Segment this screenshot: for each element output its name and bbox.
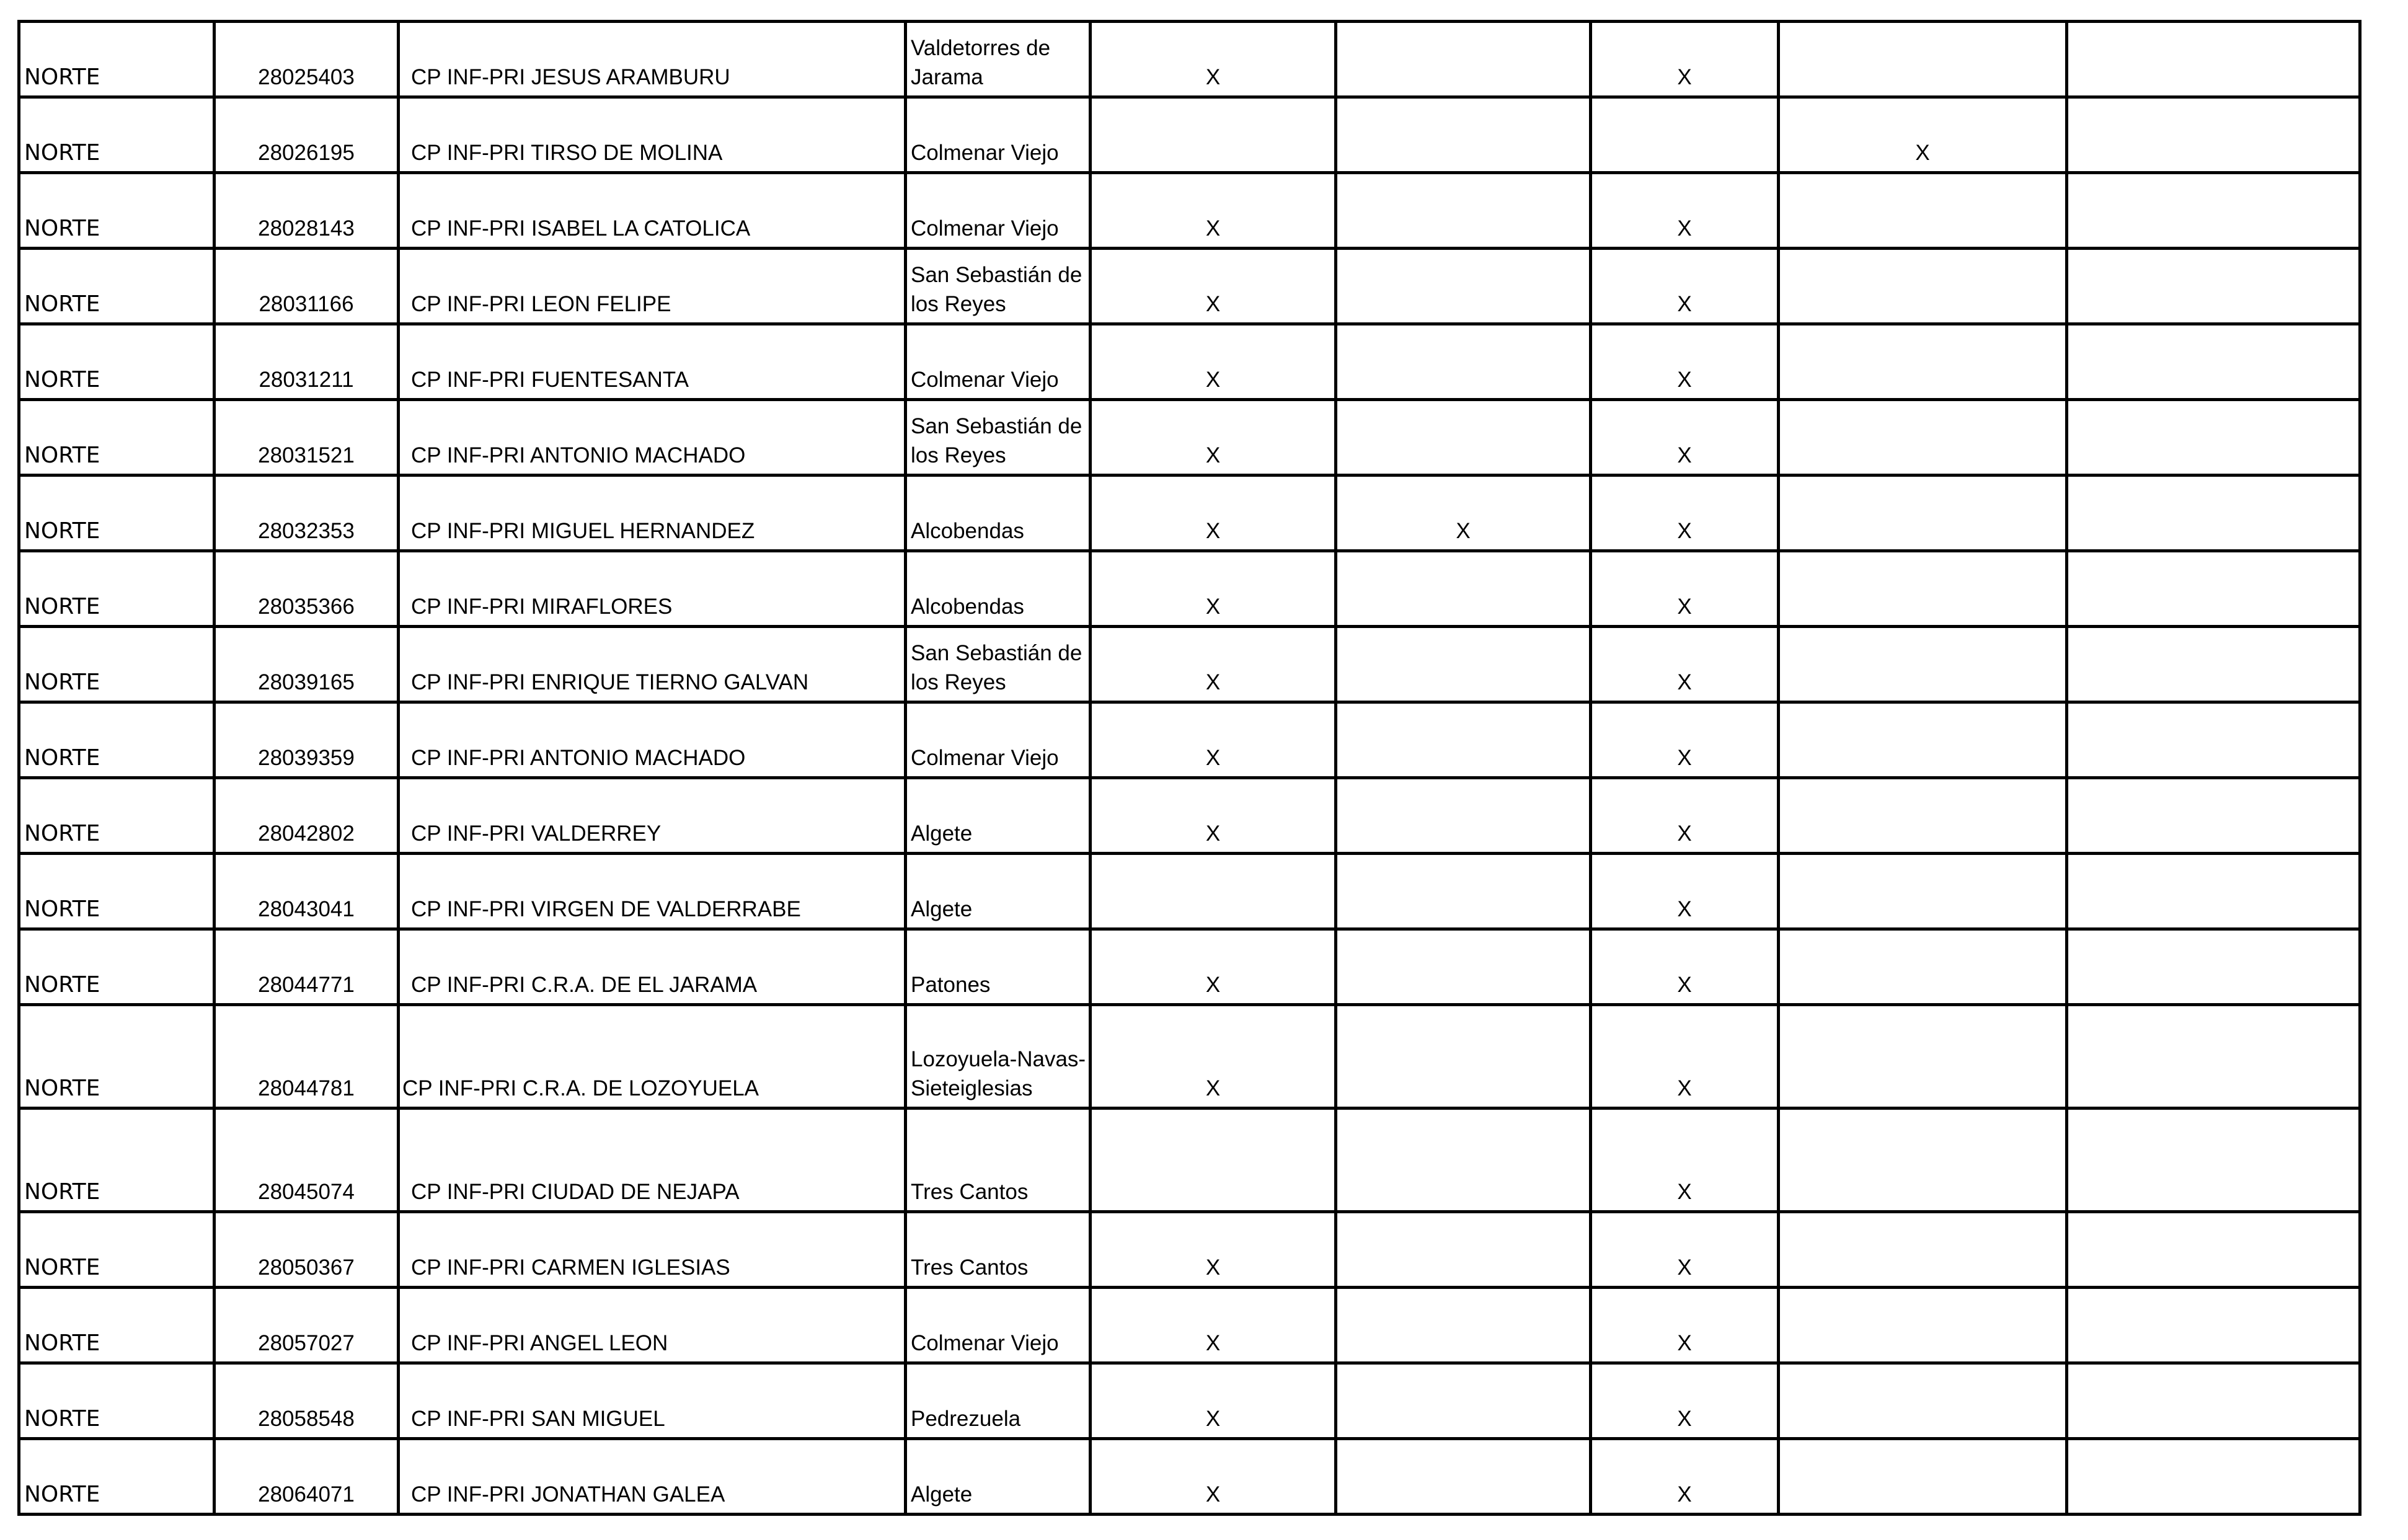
centro-cell: CP INF-PRI ISABEL LA CATOLICA xyxy=(399,173,906,249)
table-row xyxy=(19,476,2360,551)
municipio-cell: Lozoyuela-Navas-Sieteiglesias xyxy=(906,1005,1091,1109)
centro-cell: CP INF-PRI VIRGEN DE VALDERRABE xyxy=(399,854,906,929)
municipio-cell: San Sebastián de los Reyes xyxy=(906,400,1091,476)
zona-cell: NORTE xyxy=(19,929,215,1005)
mark-cell-4 xyxy=(1779,173,2067,249)
mark-cell-2 xyxy=(1336,249,1591,324)
mark-cell-5 xyxy=(2067,1288,2360,1363)
centro-cell: CP INF-PRI ANTONIO MACHADO xyxy=(399,400,906,476)
mark-cell-3: X xyxy=(1591,1439,1779,1515)
codigo-cell: 28064071 xyxy=(215,1439,399,1515)
municipio-cell: Patones xyxy=(906,929,1091,1005)
mark-cell-2 xyxy=(1336,627,1591,702)
mark-cell-4 xyxy=(1779,1005,2067,1109)
mark-cell-2 xyxy=(1336,1363,1591,1439)
centro-cell: CP INF-PRI C.R.A. DE EL JARAMA xyxy=(399,929,906,1005)
mark-cell-1: X xyxy=(1091,1363,1336,1439)
mark-cell-3 xyxy=(1591,97,1779,173)
mark-cell-5 xyxy=(2067,97,2360,173)
municipio-cell: Colmenar Viejo xyxy=(906,324,1091,400)
mark-cell-1: X xyxy=(1091,929,1336,1005)
centro-cell: CP INF-PRI CIUDAD DE NEJAPA xyxy=(399,1109,906,1212)
mark-cell-3: X xyxy=(1591,627,1779,702)
centro-cell: CP INF-PRI MIRAFLORES xyxy=(399,551,906,627)
codigo-cell: 28058548 xyxy=(215,1363,399,1439)
zona-cell: NORTE xyxy=(19,1363,215,1439)
table-row xyxy=(19,1439,2360,1515)
schools-table xyxy=(17,20,2362,1516)
table-row xyxy=(19,1288,2360,1363)
mark-cell-4 xyxy=(1779,1439,2067,1515)
mark-cell-1 xyxy=(1091,854,1336,929)
mark-cell-3: X xyxy=(1591,1005,1779,1109)
mark-cell-2 xyxy=(1336,97,1591,173)
centro-cell: CP INF-PRI ANTONIO MACHADO xyxy=(399,702,906,778)
mark-cell-5 xyxy=(2067,1109,2360,1212)
codigo-cell: 28044771 xyxy=(215,929,399,1005)
mark-cell-2: X xyxy=(1336,476,1591,551)
mark-cell-4 xyxy=(1779,400,2067,476)
mark-cell-3: X xyxy=(1591,778,1779,854)
zona-cell: NORTE xyxy=(19,551,215,627)
mark-cell-5 xyxy=(2067,627,2360,702)
mark-cell-2 xyxy=(1336,551,1591,627)
mark-cell-3: X xyxy=(1591,551,1779,627)
centro-cell: CP INF-PRI VALDERREY xyxy=(399,778,906,854)
mark-cell-3: X xyxy=(1591,173,1779,249)
zona-cell: NORTE xyxy=(19,324,215,400)
mark-cell-1: X xyxy=(1091,173,1336,249)
mark-cell-2 xyxy=(1336,1212,1591,1288)
centro-cell: CP INF-PRI MIGUEL HERNANDEZ xyxy=(399,476,906,551)
table-row xyxy=(19,778,2360,854)
table-row xyxy=(19,249,2360,324)
zona-cell: NORTE xyxy=(19,1109,215,1212)
mark-cell-5 xyxy=(2067,1363,2360,1439)
mark-cell-1: X xyxy=(1091,1288,1336,1363)
mark-cell-3: X xyxy=(1591,324,1779,400)
mark-cell-1: X xyxy=(1091,778,1336,854)
municipio-cell: Algete xyxy=(906,778,1091,854)
centro-cell: CP INF-PRI LEON FELIPE xyxy=(399,249,906,324)
codigo-cell: 28057027 xyxy=(215,1288,399,1363)
mark-cell-2 xyxy=(1336,1109,1591,1212)
table-row xyxy=(19,1212,2360,1288)
table-row xyxy=(19,551,2360,627)
mark-cell-4 xyxy=(1779,1109,2067,1212)
mark-cell-1 xyxy=(1091,97,1336,173)
mark-cell-3: X xyxy=(1591,476,1779,551)
zona-cell: NORTE xyxy=(19,400,215,476)
mark-cell-4 xyxy=(1779,627,2067,702)
mark-cell-4 xyxy=(1779,702,2067,778)
mark-cell-2 xyxy=(1336,324,1591,400)
codigo-cell: 28045074 xyxy=(215,1109,399,1212)
zona-cell: NORTE xyxy=(19,1439,215,1515)
mark-cell-5 xyxy=(2067,249,2360,324)
mark-cell-4 xyxy=(1779,476,2067,551)
zona-cell: NORTE xyxy=(19,1212,215,1288)
mark-cell-5 xyxy=(2067,854,2360,929)
codigo-cell: 28043041 xyxy=(215,854,399,929)
mark-cell-5 xyxy=(2067,1005,2360,1109)
mark-cell-4 xyxy=(1779,778,2067,854)
mark-cell-4 xyxy=(1779,1288,2067,1363)
zona-cell: NORTE xyxy=(19,249,215,324)
table-row xyxy=(19,173,2360,249)
mark-cell-3: X xyxy=(1591,249,1779,324)
mark-cell-1: X xyxy=(1091,702,1336,778)
mark-cell-2 xyxy=(1336,778,1591,854)
codigo-cell: 28032353 xyxy=(215,476,399,551)
zona-cell: NORTE xyxy=(19,476,215,551)
codigo-cell: 28035366 xyxy=(215,551,399,627)
mark-cell-2 xyxy=(1336,22,1591,97)
codigo-cell: 28042802 xyxy=(215,778,399,854)
table-row xyxy=(19,627,2360,702)
table-row xyxy=(19,324,2360,400)
codigo-cell: 28050367 xyxy=(215,1212,399,1288)
mark-cell-1: X xyxy=(1091,1005,1336,1109)
codigo-cell: 28031521 xyxy=(215,400,399,476)
mark-cell-1: X xyxy=(1091,324,1336,400)
mark-cell-3: X xyxy=(1591,1109,1779,1212)
mark-cell-2 xyxy=(1336,400,1591,476)
municipio-cell: San Sebastián de los Reyes xyxy=(906,249,1091,324)
municipio-cell: Tres Cantos xyxy=(906,1109,1091,1212)
zona-cell: NORTE xyxy=(19,702,215,778)
mark-cell-5 xyxy=(2067,22,2360,97)
mark-cell-5 xyxy=(2067,702,2360,778)
mark-cell-2 xyxy=(1336,1288,1591,1363)
municipio-cell: Colmenar Viejo xyxy=(906,1288,1091,1363)
centro-cell: CP INF-PRI TIRSO DE MOLINA xyxy=(399,97,906,173)
mark-cell-4 xyxy=(1779,1212,2067,1288)
municipio-cell: Algete xyxy=(906,854,1091,929)
mark-cell-3: X xyxy=(1591,1288,1779,1363)
mark-cell-4 xyxy=(1779,249,2067,324)
mark-cell-3: X xyxy=(1591,1363,1779,1439)
centro-cell: CP INF-PRI JONATHAN GALEA xyxy=(399,1439,906,1515)
municipio-cell: Pedrezuela xyxy=(906,1363,1091,1439)
centro-cell: CP INF-PRI C.R.A. DE LOZOYUELA xyxy=(399,1005,906,1109)
mark-cell-5 xyxy=(2067,173,2360,249)
mark-cell-1: X xyxy=(1091,22,1336,97)
mark-cell-2 xyxy=(1336,1439,1591,1515)
table-row xyxy=(19,400,2360,476)
mark-cell-3: X xyxy=(1591,854,1779,929)
zona-cell: NORTE xyxy=(19,854,215,929)
zona-cell: NORTE xyxy=(19,1005,215,1109)
mark-cell-5 xyxy=(2067,324,2360,400)
mark-cell-3: X xyxy=(1591,22,1779,97)
municipio-cell: Alcobendas xyxy=(906,551,1091,627)
centro-cell: CP INF-PRI FUENTESANTA xyxy=(399,324,906,400)
mark-cell-3: X xyxy=(1591,1212,1779,1288)
table-row xyxy=(19,1109,2360,1212)
codigo-cell: 28031211 xyxy=(215,324,399,400)
mark-cell-2 xyxy=(1336,929,1591,1005)
codigo-cell: 28044781 xyxy=(215,1005,399,1109)
mark-cell-1: X xyxy=(1091,249,1336,324)
zona-cell: NORTE xyxy=(19,173,215,249)
zona-cell: NORTE xyxy=(19,1288,215,1363)
centro-cell: CP INF-PRI CARMEN IGLESIAS xyxy=(399,1212,906,1288)
mark-cell-4: X xyxy=(1779,97,2067,173)
mark-cell-5 xyxy=(2067,476,2360,551)
mark-cell-1: X xyxy=(1091,627,1336,702)
mark-cell-3: X xyxy=(1591,929,1779,1005)
mark-cell-5 xyxy=(2067,551,2360,627)
mark-cell-5 xyxy=(2067,929,2360,1005)
table-row xyxy=(19,97,2360,173)
table-row xyxy=(19,854,2360,929)
centro-cell: CP INF-PRI JESUS ARAMBURU xyxy=(399,22,906,97)
zona-cell: NORTE xyxy=(19,22,215,97)
codigo-cell: 28026195 xyxy=(215,97,399,173)
codigo-cell: 28039359 xyxy=(215,702,399,778)
zona-cell: NORTE xyxy=(19,627,215,702)
table-row xyxy=(19,1363,2360,1439)
mark-cell-5 xyxy=(2067,400,2360,476)
mark-cell-3: X xyxy=(1591,400,1779,476)
mark-cell-2 xyxy=(1336,702,1591,778)
mark-cell-2 xyxy=(1336,1005,1591,1109)
zona-cell: NORTE xyxy=(19,97,215,173)
mark-cell-3: X xyxy=(1591,702,1779,778)
mark-cell-4 xyxy=(1779,324,2067,400)
municipio-cell: San Sebastián de los Reyes xyxy=(906,627,1091,702)
centro-cell: CP INF-PRI ENRIQUE TIERNO GALVAN xyxy=(399,627,906,702)
mark-cell-1: X xyxy=(1091,400,1336,476)
mark-cell-1: X xyxy=(1091,551,1336,627)
mark-cell-1: X xyxy=(1091,1212,1336,1288)
mark-cell-4 xyxy=(1779,854,2067,929)
table-row xyxy=(19,1005,2360,1109)
municipio-cell: Algete xyxy=(906,1439,1091,1515)
table-row xyxy=(19,22,2360,97)
codigo-cell: 28039165 xyxy=(215,627,399,702)
mark-cell-1: X xyxy=(1091,1439,1336,1515)
zona-cell: NORTE xyxy=(19,778,215,854)
codigo-cell: 28031166 xyxy=(215,249,399,324)
municipio-cell: Alcobendas xyxy=(906,476,1091,551)
mark-cell-4 xyxy=(1779,929,2067,1005)
codigo-cell: 28025403 xyxy=(215,22,399,97)
mark-cell-5 xyxy=(2067,1212,2360,1288)
table-row xyxy=(19,702,2360,778)
mark-cell-2 xyxy=(1336,173,1591,249)
municipio-cell: Valdetorres de Jarama xyxy=(906,22,1091,97)
mark-cell-1: X xyxy=(1091,476,1336,551)
table-row xyxy=(19,929,2360,1005)
codigo-cell: 28028143 xyxy=(215,173,399,249)
municipio-cell: Colmenar Viejo xyxy=(906,173,1091,249)
municipio-cell: Tres Cantos xyxy=(906,1212,1091,1288)
mark-cell-4 xyxy=(1779,1363,2067,1439)
mark-cell-5 xyxy=(2067,778,2360,854)
municipio-cell: Colmenar Viejo xyxy=(906,702,1091,778)
municipio-cell: Colmenar Viejo xyxy=(906,97,1091,173)
centro-cell: CP INF-PRI ANGEL LEON xyxy=(399,1288,906,1363)
mark-cell-5 xyxy=(2067,1439,2360,1515)
mark-cell-2 xyxy=(1336,854,1591,929)
centro-cell: CP INF-PRI SAN MIGUEL xyxy=(399,1363,906,1439)
mark-cell-4 xyxy=(1779,22,2067,97)
mark-cell-1 xyxy=(1091,1109,1336,1212)
mark-cell-4 xyxy=(1779,551,2067,627)
